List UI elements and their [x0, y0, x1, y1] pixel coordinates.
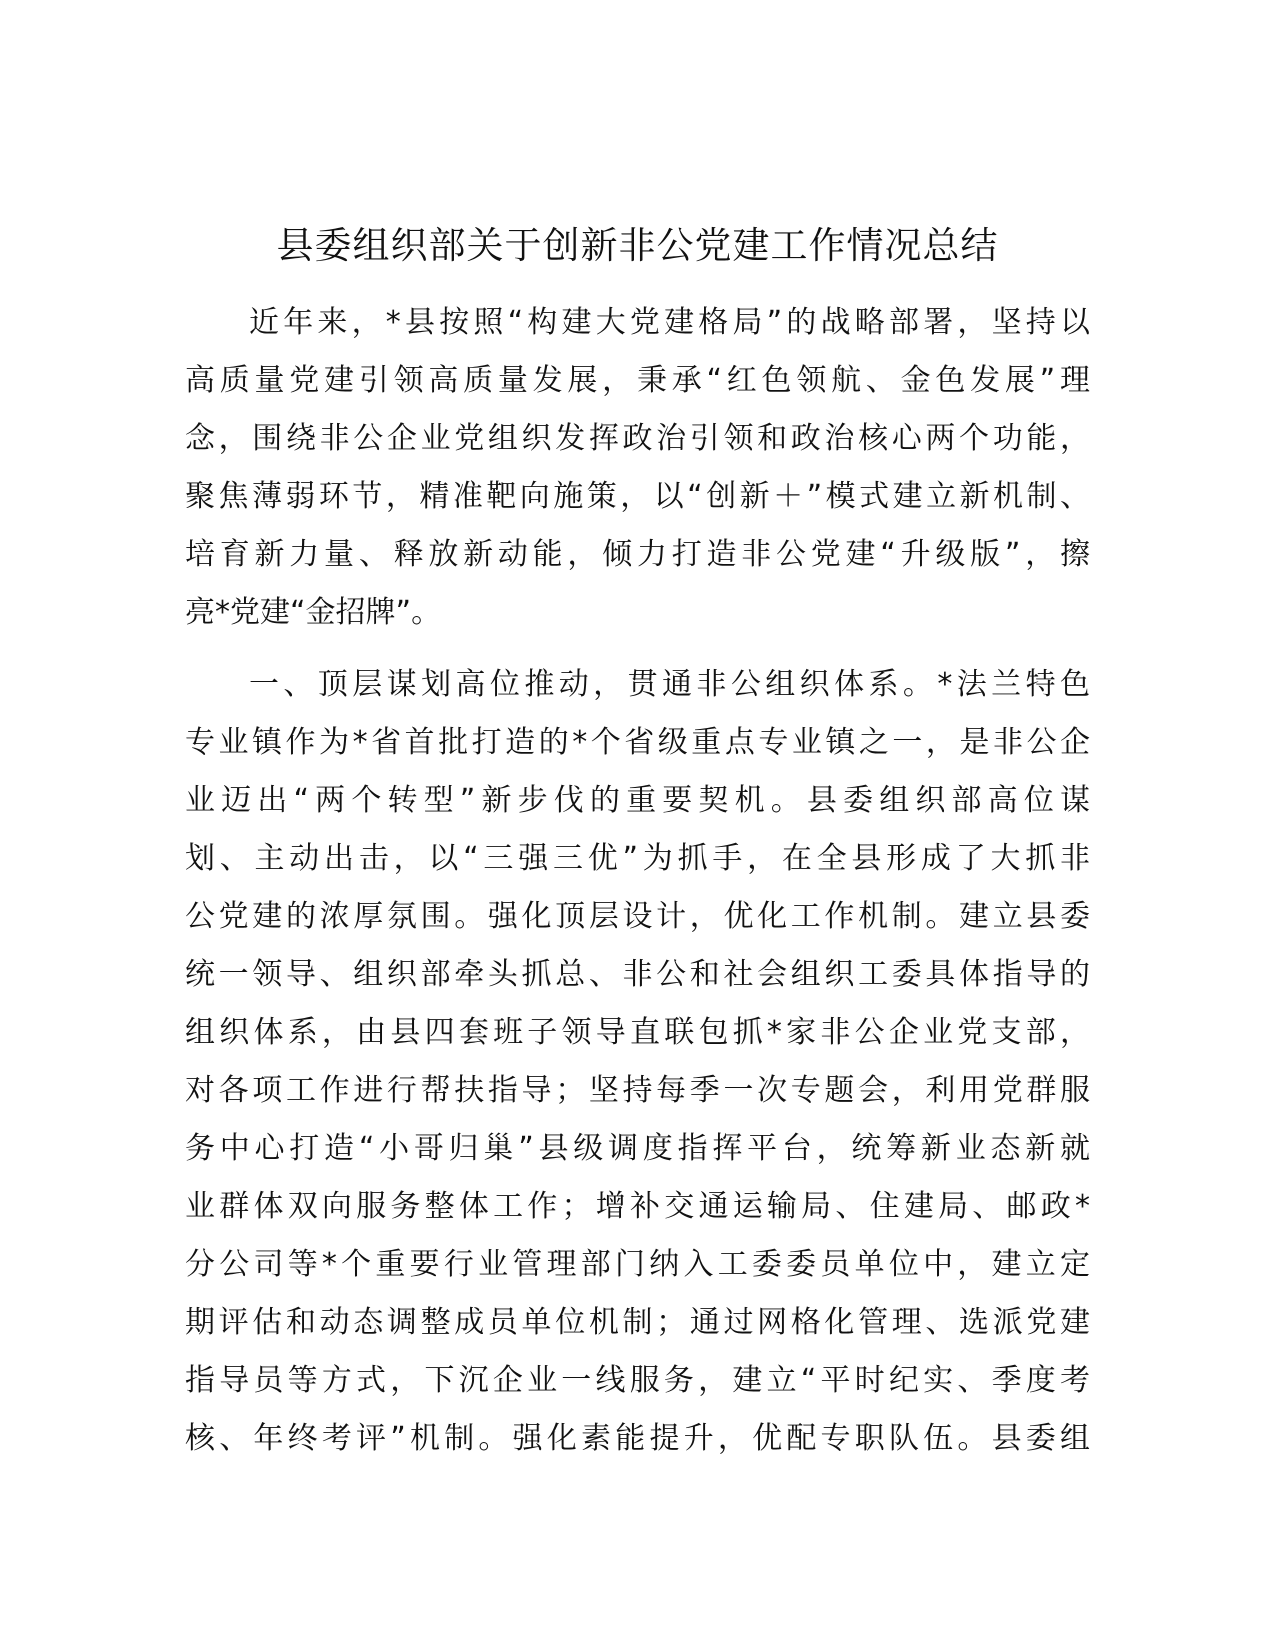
text-line: 统一领导、组织部牵头抓总、非公和社会组织工委具体指导的 [185, 957, 1090, 992]
paragraph-intro [185, 294, 1090, 642]
document-title: 县委组织部关于创新非公党建工作情况总结 [276, 224, 999, 267]
text-line: 聚焦薄弱环节，精准靶向施策，以“创新＋”模式建立新机制、 [185, 479, 1090, 514]
paragraph-section-one [185, 656, 1090, 1468]
text-line: 培育新力量、释放新动能，倾力打造非公党建“升级版”，擦 [185, 537, 1090, 572]
text-line: 亮*党建“金招牌”。 [185, 595, 442, 630]
text-line: 务中心打造“小哥归巢”县级调度指挥平台，统筹新业态新就 [185, 1131, 1090, 1166]
text-line: 期评估和动态调整成员单位机制；通过网格化管理、选派党建 [185, 1305, 1090, 1340]
text-line: 核、年终考评”机制。强化素能提升，优配专职队伍。县委组 [185, 1421, 1090, 1456]
text-line: 业迈出“两个转型”新步伐的重要契机。县委组织部高位谋 [185, 783, 1090, 818]
text-line: 分公司等*个重要行业管理部门纳入工委委员单位中，建立定 [185, 1247, 1090, 1282]
text-line: 划、主动出击，以“三强三优”为抓手，在全县形成了大抓非 [185, 841, 1090, 876]
text-line: 组织体系，由县四套班子领导直联包抓*家非公企业党支部， [185, 1015, 1090, 1050]
text-line: 对各项工作进行帮扶指导；坚持每季一次专题会，利用党群服 [185, 1073, 1090, 1108]
text-line: 业群体双向服务整体工作；增补交通运输局、住建局、邮政* [185, 1189, 1090, 1224]
text-line: 专业镇作为*省首批打造的*个省级重点专业镇之一，是非公企 [185, 725, 1090, 760]
text-line: 指导员等方式，下沉企业一线服务，建立“平时纪实、季度考 [185, 1363, 1090, 1398]
text-line: 念，围绕非公企业党组织发挥政治引领和政治核心两个功能， [185, 421, 1090, 456]
text-line: 公党建的浓厚氛围。强化顶层设计，优化工作机制。建立县委 [185, 899, 1090, 934]
text-line: 高质量党建引领高质量发展，秉承“红色领航、金色发展”理 [185, 363, 1090, 398]
document-body [185, 294, 1090, 1468]
text-line: 近年来，*县按照“构建大党建格局”的战略部署，坚持以 [249, 305, 1090, 340]
paragraph-spacer [185, 642, 1090, 656]
text-line: 一、顶层谋划高位推动，贯通非公组织体系。*法兰特色 [249, 667, 1090, 702]
